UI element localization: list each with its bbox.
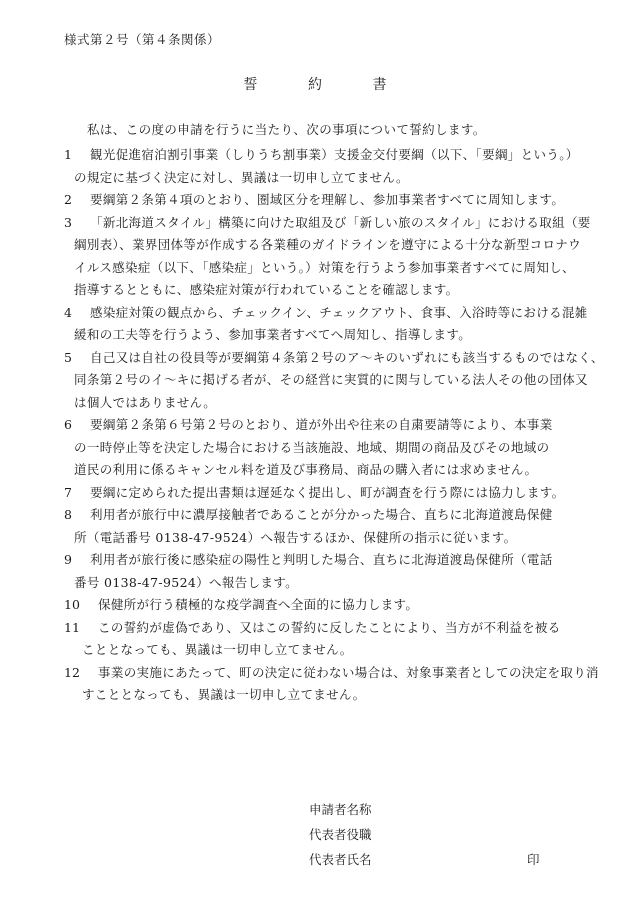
document-title bbox=[0, 74, 630, 94]
pledge-item-text bbox=[82, 617, 584, 662]
pledge-item bbox=[64, 144, 584, 189]
pledge-item-text bbox=[98, 594, 584, 617]
pledge-item-line: イルス感染症（以下、「感染症」という。）対策を行うよう参加事業者すべてに周知し、 bbox=[74, 259, 575, 275]
pledge-item-line: 番号 0138-47-9524）へ報告します。 bbox=[74, 574, 298, 590]
pledge-item-number: 6 bbox=[64, 417, 72, 432]
pledge-item-number: 5 bbox=[64, 349, 72, 365]
pledge-item-text bbox=[74, 347, 604, 415]
pledge-item-number: 3 bbox=[64, 214, 72, 230]
pledge-item-line: 自己又は自社の役員等が要綱第４条第２号のア～キのいずれにも該当するものではなく、 bbox=[90, 349, 604, 365]
pledge-item bbox=[64, 212, 591, 302]
pledge-item-text bbox=[74, 302, 588, 347]
representative-title-label: 代表者役職 bbox=[309, 827, 372, 842]
intro-text: 私は、この度の申請を行うに当たり、次の事項について誓約します。 bbox=[87, 122, 486, 137]
pledge-item-line: 利用者が旅行後に感染症の陽性と判明した場合、直ちに北海道渡島保健所（電話 bbox=[90, 552, 553, 567]
pledge-item-line: は個人ではありません。 bbox=[74, 394, 217, 410]
pledge-item-line: 所（電話番号 0138-47-9524）へ報告するほか、保健所の指示に従います。 bbox=[74, 529, 517, 545]
pledge-item bbox=[64, 617, 584, 662]
pledge-item-text bbox=[74, 212, 591, 302]
applicant-name-label: 申請者名称 bbox=[309, 802, 372, 817]
pledge-item-line: の規定に基づく決定に対し、異議は一切申し立てません。 bbox=[74, 169, 409, 185]
representative-name-label: 代表者氏名 bbox=[309, 852, 372, 867]
pledge-item-number: 10 bbox=[64, 597, 80, 612]
pledge-item-line: 同条第２号のイ～キに掲げる者が、その経営に実質的に関与している法人その他の団体又 bbox=[74, 372, 589, 387]
pledge-item bbox=[64, 482, 584, 505]
pledge-item-number: 8 bbox=[64, 507, 72, 522]
pledge-item-line: この誓約が虚偽であり、又はこの誓約に反したことにより、当方が不利益を被る bbox=[98, 619, 561, 635]
representative-name-row bbox=[309, 847, 549, 872]
pledge-item bbox=[64, 549, 584, 594]
pledge-item-line: すこととなっても、異議は一切申し立てません。 bbox=[82, 687, 366, 702]
pledge-item-line: 感染症対策の観点から、チェックイン、チェックアウト、食事、入浴時等における混雑 bbox=[90, 304, 588, 320]
pledge-item-line: 要綱に定められた提出書類は遅延なく提出し、町が調査を行う際には協力します。 bbox=[90, 484, 565, 500]
pledge-item-line: 利用者が旅行中に濃厚接触者であることが分かった場合、直ちに北海道渡島保健 bbox=[90, 507, 553, 522]
pledge-item-number: 9 bbox=[64, 552, 72, 567]
pledge-item-text bbox=[74, 414, 584, 482]
pledge-item-text bbox=[90, 189, 584, 212]
pledge-item bbox=[64, 347, 604, 415]
pledge-item-text bbox=[74, 549, 584, 594]
pledge-item-line: 事業の実施にあたって、町の決定に従わない場合は、対象事業者としての決定を取り消 bbox=[98, 664, 599, 680]
pledge-item-number: 11 bbox=[64, 619, 80, 635]
pledge-item bbox=[64, 302, 588, 347]
pledge-item bbox=[64, 662, 599, 707]
pledge-item-text bbox=[74, 144, 584, 189]
pledge-item-line: こととなっても、異議は一切申し立てません。 bbox=[82, 642, 353, 657]
pledge-item-line: 要綱第２条第４項のとおり、圏域区分を理解し、参加事業者すべてに周知します。 bbox=[90, 192, 565, 207]
pledge-item-line: の一時停止等を決定した場合における当該施設、地域、期間の商品及びその地域の bbox=[74, 439, 550, 455]
pledge-item-number: 1 bbox=[64, 147, 72, 162]
pledge-item-number: 7 bbox=[64, 484, 72, 500]
pledge-item bbox=[64, 504, 584, 549]
pledge-item-line: 緩和の工夫等を行うよう、参加事業者すべてへ周知し、指導します。 bbox=[74, 327, 472, 342]
pledge-item-text bbox=[82, 662, 599, 707]
pledge-item-number: 2 bbox=[64, 192, 72, 207]
title-char: 誓 bbox=[243, 77, 258, 93]
pledge-item-line: 「新北海道スタイル」構築に向けた取組及び「新しい旅のスタイル」における取組（要 bbox=[90, 214, 591, 230]
pledge-item bbox=[64, 594, 584, 617]
pledge-item-line: 観光促進宿泊割引事業（しりうち割事業）支援金交付要綱（以下、「要綱」という。） bbox=[90, 147, 579, 162]
seal-mark: 印 bbox=[527, 852, 540, 867]
pledge-item-line: 保健所が行う積極的な疫学調査へ全面的に協力します。 bbox=[98, 597, 419, 612]
pledge-items bbox=[64, 144, 604, 707]
title-char: 約 bbox=[308, 77, 322, 93]
pledge-item-line: 綱別表）、業界団体等が作成する各業種のガイドラインを遵守による十分な新型コロナウ bbox=[74, 237, 582, 252]
pledge-item-number: 12 bbox=[64, 664, 80, 680]
pledge-item bbox=[64, 189, 584, 212]
pledge-item-text bbox=[74, 504, 584, 549]
pledge-item-text bbox=[90, 482, 584, 505]
form-number: 様式第２号（第４条関係） bbox=[64, 32, 221, 47]
pledge-item-line: 要綱第２条第６号第２号のとおり、道が外出や往来の自粛要請等により、本事業 bbox=[90, 417, 553, 432]
pledge-item-number: 4 bbox=[64, 304, 72, 320]
title-char: 書 bbox=[372, 77, 387, 93]
pledge-item-line: 道民の利用に係るキャンセル料を道及び事務局、商品の購入者には求めません。 bbox=[74, 462, 538, 477]
pledge-item-line: 指導するとともに、感染症対策が行われていることを確認します。 bbox=[74, 282, 459, 297]
pledge-item bbox=[64, 414, 584, 482]
signature-block bbox=[309, 797, 549, 872]
